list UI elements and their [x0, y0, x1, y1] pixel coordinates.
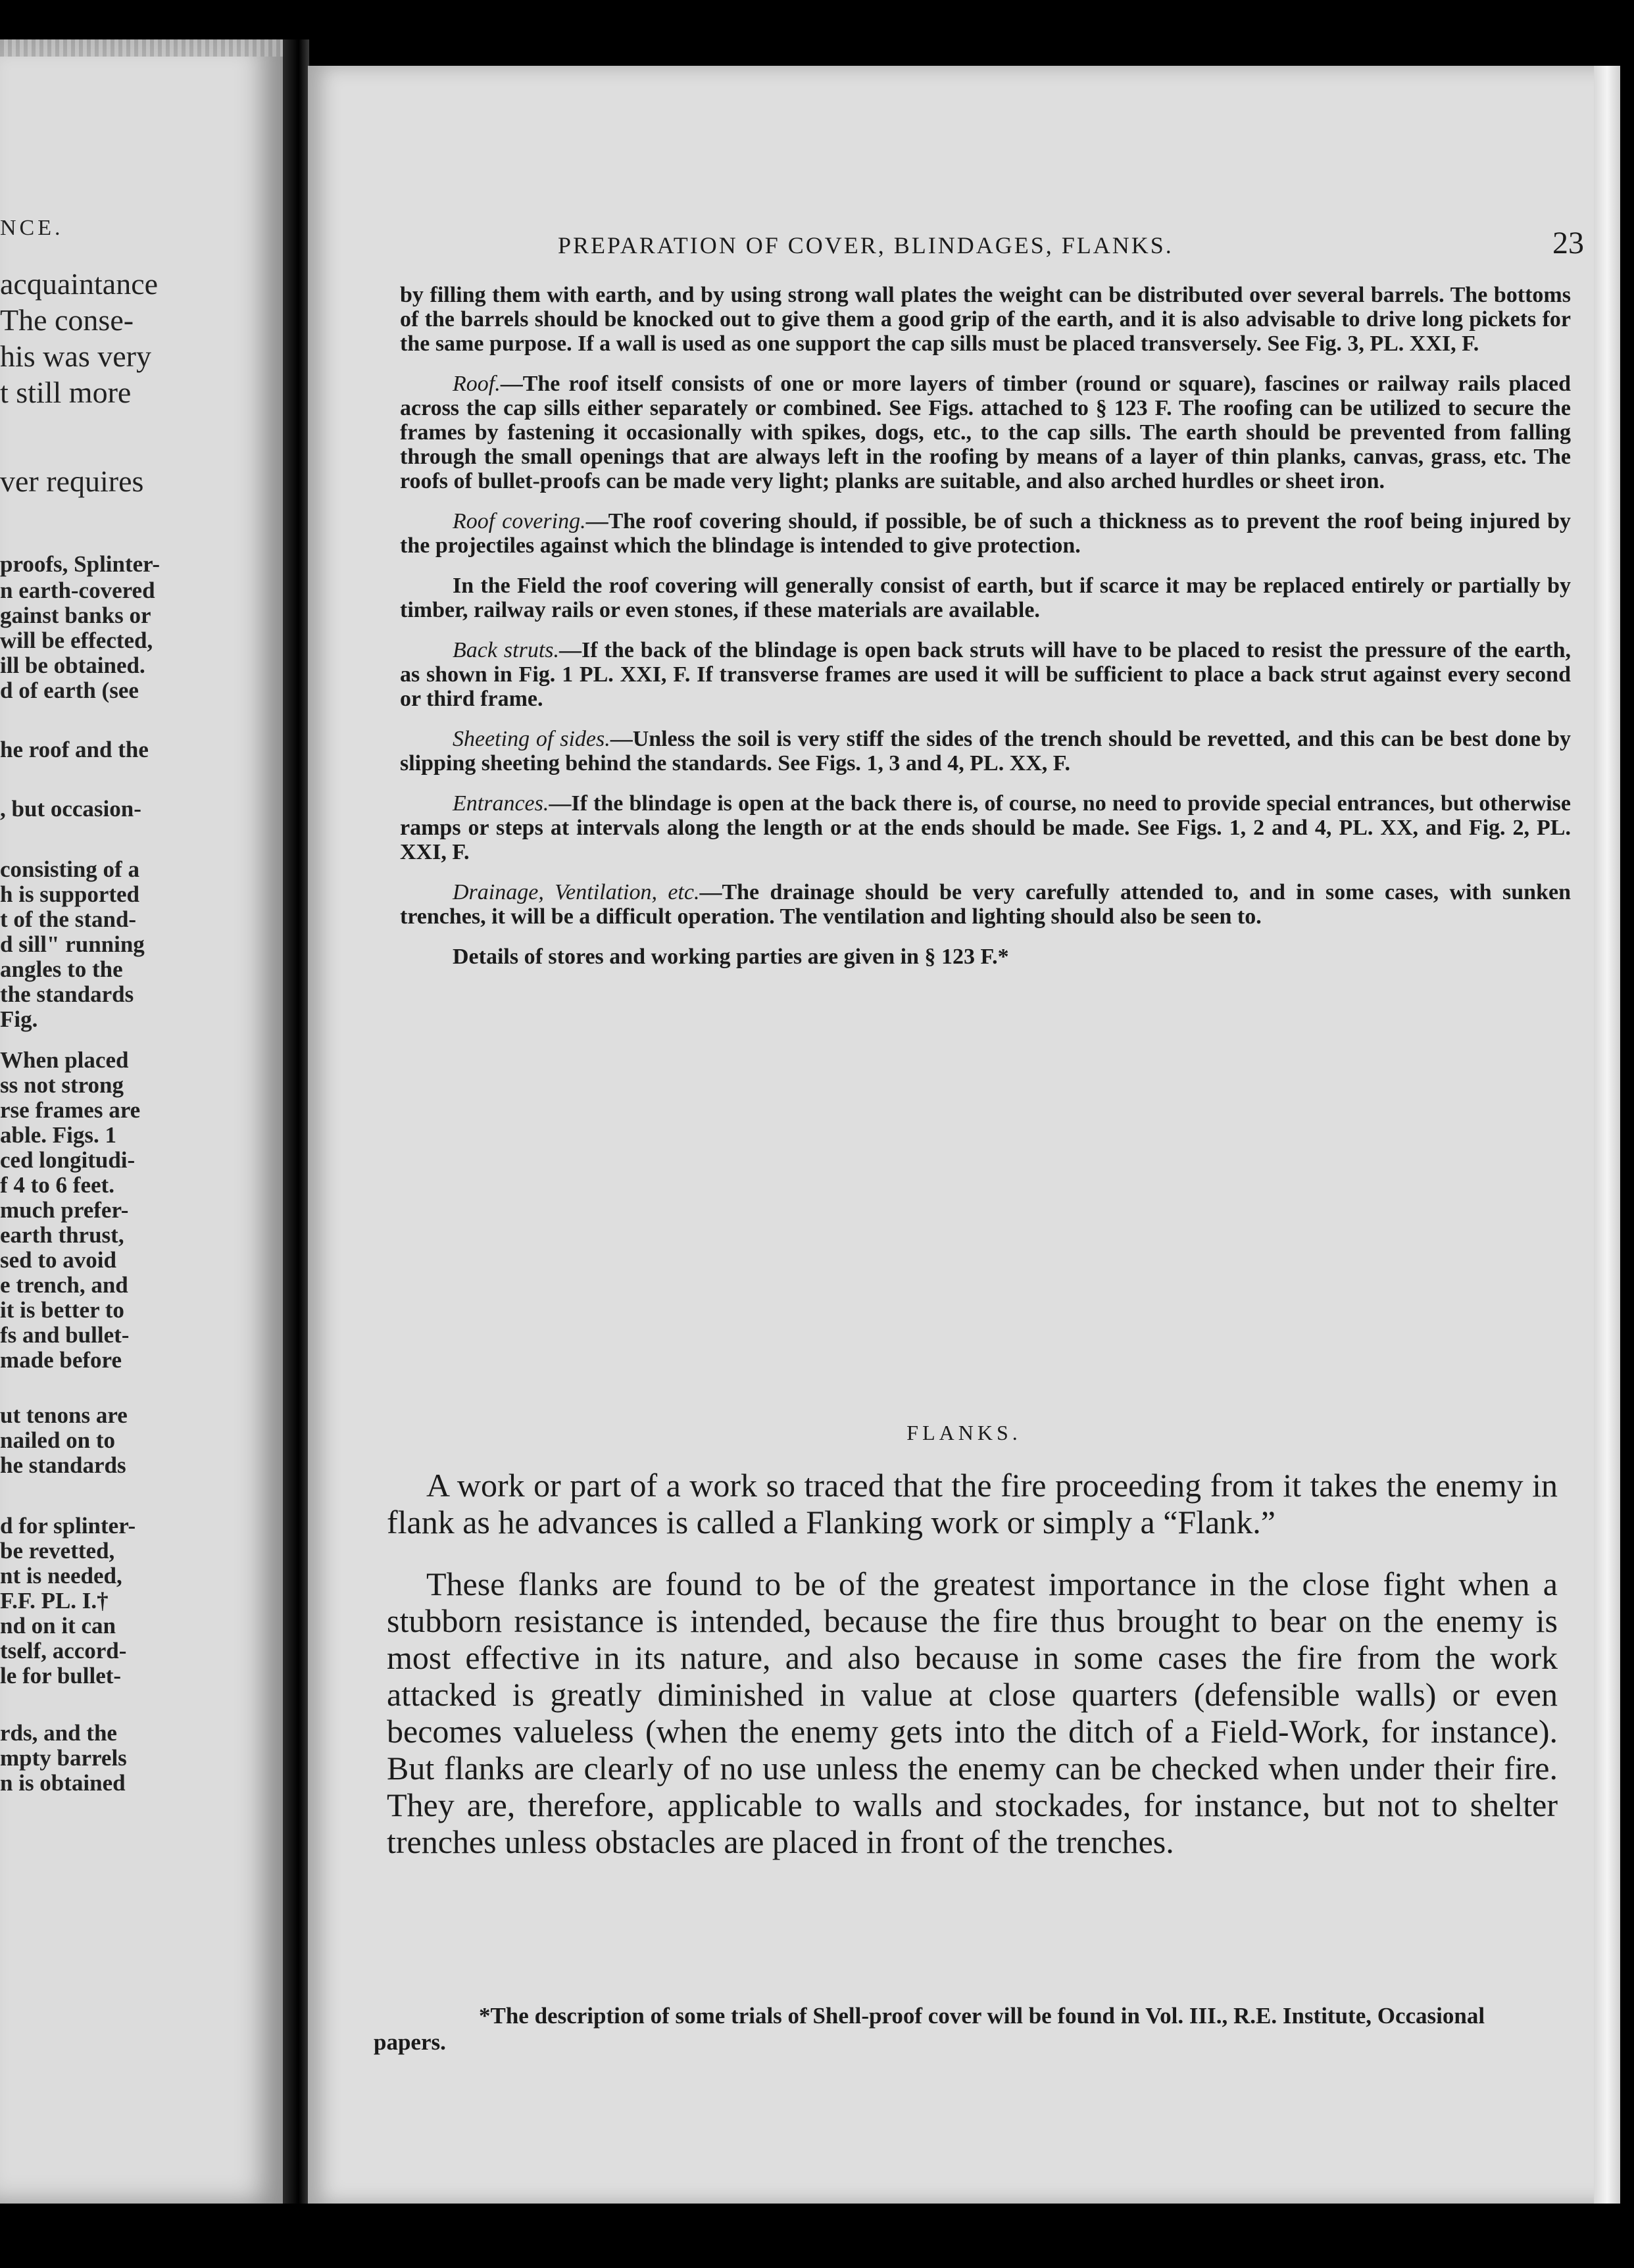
left-small-line: fs and bullet- — [0, 1322, 130, 1348]
left-small-line: d for splinter- — [0, 1513, 136, 1539]
left-small-line: made before — [0, 1347, 122, 1373]
back-struts-lead: Back struts. — [453, 638, 559, 662]
left-small-line: F.F. PL. I.† — [0, 1588, 109, 1614]
paragraph-roof — [400, 372, 1571, 493]
left-small-line: consisting of a — [0, 856, 139, 882]
book-gutter — [283, 39, 309, 2204]
paragraph-details: Details of stores and working parties are given in § 123 F.* — [453, 945, 1009, 969]
left-small-line: he roof and the — [0, 737, 149, 762]
drainage-lead: Drainage, Ventilation, etc. — [453, 880, 700, 904]
paragraph-entrances — [400, 791, 1571, 864]
running-head-title: PREPARATION OF COVER, BLINDAGES, FLANKS. — [558, 232, 1174, 259]
left-small-line: earth thrust, — [0, 1222, 124, 1248]
paragraph-sheeting — [400, 727, 1571, 776]
left-small-line: nailed on to — [0, 1427, 116, 1453]
left-small-line: tself, accord- — [0, 1638, 127, 1664]
left-small-line: gainst banks or — [0, 603, 151, 628]
page-fore-edge — [1594, 66, 1620, 2204]
sheeting-lead: Sheeting of sides. — [453, 727, 610, 751]
paragraph-back-struts — [400, 638, 1571, 711]
left-running-head: NCE. — [0, 216, 64, 240]
left-small-line: much prefer- — [0, 1197, 129, 1223]
entrances-body: —If the blindage is open at the back there is, of course, no need to provide special entrances, but otherwise ramps or steps at intervals along the length or at the ends should be made. See Figs. 1, 2 and 4, PL. XX, and Fig. 2, PL. XXI, F. — [400, 791, 1571, 864]
left-small-line: f 4 to 6 feet. — [0, 1172, 114, 1198]
paragraph-continuation: by filling them with earth, and by using strong wall plates the weight can be distributed over several barrels. The bottoms of the barrels should be knocked out to give them a good grip of the earth, and it is also advisable to drive long pickets for the same purpose. If a wall is used as one support the cap sills must be placed transversely. See Fig. 3, PL. XXI, F. — [400, 283, 1571, 356]
left-large-line: his was very — [0, 339, 151, 373]
left-small-line: n earth-covered — [0, 578, 155, 603]
right-page — [308, 66, 1620, 2204]
footnote: *The description of some trials of Shell-proof cover will be found in Vol. III., R.E. Institute, Occasional papers. — [374, 2003, 1485, 2055]
left-small-line: be revetted, — [0, 1538, 115, 1564]
roof-covering-lead: Roof covering. — [453, 509, 586, 533]
drainage-body: —The drainage should be very carefully attended to, and in some cases, with sunken trenches, it will be a difficult operation. The ventilation and lighting should also be seen to. — [400, 880, 1571, 929]
left-large-line: acquaintance — [0, 267, 159, 301]
left-small-line: nt is needed, — [0, 1563, 122, 1589]
left-small-line: e trench, and — [0, 1272, 128, 1298]
left-large-line: t still more — [0, 376, 132, 409]
flanks-paragraph-1: A work or part of a work so traced that the fire proceeding from it takes the enemy in flank as he advances is called a Flanking work or simply a “Flank.” — [387, 1467, 1558, 1541]
roof-lead: Roof. — [453, 372, 501, 396]
left-small-line: he standards — [0, 1452, 126, 1478]
section-heading: FLANKS. — [906, 1421, 1022, 1444]
left-large-line: The conse- — [0, 303, 134, 337]
left-small-line: rds, and the — [0, 1720, 117, 1746]
left-small-line: will be effected, — [0, 628, 153, 653]
paragraph-drainage — [400, 880, 1571, 929]
left-small-line: n is obtained — [0, 1770, 126, 1796]
entrances-lead: Entrances. — [453, 791, 549, 816]
left-small-line: rse frames are — [0, 1097, 141, 1123]
flanks-paragraph-2: These flanks are found to be of the greatest importance in the close fight when a stubborn resistance is intended, because the fire thus brought to bear on the enemy is most effective in its nature, and also because in some cases the fire from the work attacked is greatly diminished in value at close quarters (defensible walls) or even becomes valueless (when the enemy gets into the ditch of a Field-Work, for instance). But flanks are clearly of no use unless the enemy can be checked when under their fire. They are, therefore, applicable to walls and stockades, for instance, but not to shelter trenches unless obstacles are placed in front of the trenches. — [387, 1565, 1558, 1860]
page-edge-strip — [0, 39, 283, 57]
back-struts-body: —If the back of the blindage is open back struts will have to be placed to resist the pressure of the earth, as shown in Fig. 1 PL. XXI, F. If transverse frames are used it will be sufficient to place a back strut against every second or third frame. — [400, 638, 1571, 711]
sheeting-body: —Unless the soil is very stiff the sides of the trench should be revetted, and this can be best done by slipping sheeting behind the standards. See Figs. 1, 3 and 4, PL. XX, F. — [400, 727, 1571, 776]
left-small-line: d sill" running — [0, 931, 145, 957]
left-small-line: ut tenons are — [0, 1402, 128, 1428]
left-small-line: When placed — [0, 1047, 129, 1073]
left-small-line: ss not strong — [0, 1072, 124, 1098]
left-large-line: ver requires — [0, 464, 144, 498]
left-small-line: h is supported — [0, 881, 140, 907]
left-small-line: ced longitudi- — [0, 1147, 136, 1173]
left-small-line: the standards — [0, 981, 134, 1007]
left-small-line: le for bullet- — [0, 1663, 122, 1689]
left-small-line: it is better to — [0, 1297, 124, 1323]
left-small-line: t of the stand- — [0, 906, 137, 932]
roof-body: —The roof itself consists of one or more layers of timber (round or square), fascines or railway rails placed across the cap sills either separately or combined. See Figs. attached to § 123 F. The roofing can be utilized to secure the frames by fastening it occasionally with spikes, dogs, etc., to the cap sills. The earth should be prevented from falling through the small openings that are always left in the roofing by means of a layer of thin planks, canvas, grass, etc. The roofs of bullet-proofs can be made very light; planks are suitable, and also arched hurdles or sheet iron. — [400, 372, 1571, 493]
left-small-line: angles to the — [0, 956, 123, 982]
paragraph-field: In the Field the roof covering will generally consist of earth, but if scarce it may be replaced entirely or partially by timber, railway rails or even stones, if these materials are available. — [400, 574, 1571, 622]
left-small-line: Fig. — [0, 1006, 38, 1032]
paragraph-roof-covering — [400, 509, 1571, 558]
left-small-line: proofs, Splinter- — [0, 551, 161, 577]
left-small-line: ill be obtained. — [0, 653, 145, 678]
left-small-line: sed to avoid — [0, 1247, 116, 1273]
page-number: 23 — [1552, 226, 1584, 260]
left-page — [0, 39, 283, 2204]
flanks-text — [387, 1467, 1558, 1885]
left-small-line: , but occasion- — [0, 796, 141, 822]
left-small-line: d of earth (see — [0, 678, 139, 703]
roof-covering-body: —The roof covering should, if possible, be of such a thickness as to prevent the roof being injured by the projectiles against which the blindage is intended to give protection. — [400, 509, 1572, 558]
left-small-line: nd on it can — [0, 1613, 116, 1639]
left-small-line: mpty barrels — [0, 1745, 127, 1771]
blindage-text — [400, 283, 1571, 985]
left-small-line: able. Figs. 1 — [0, 1122, 116, 1148]
